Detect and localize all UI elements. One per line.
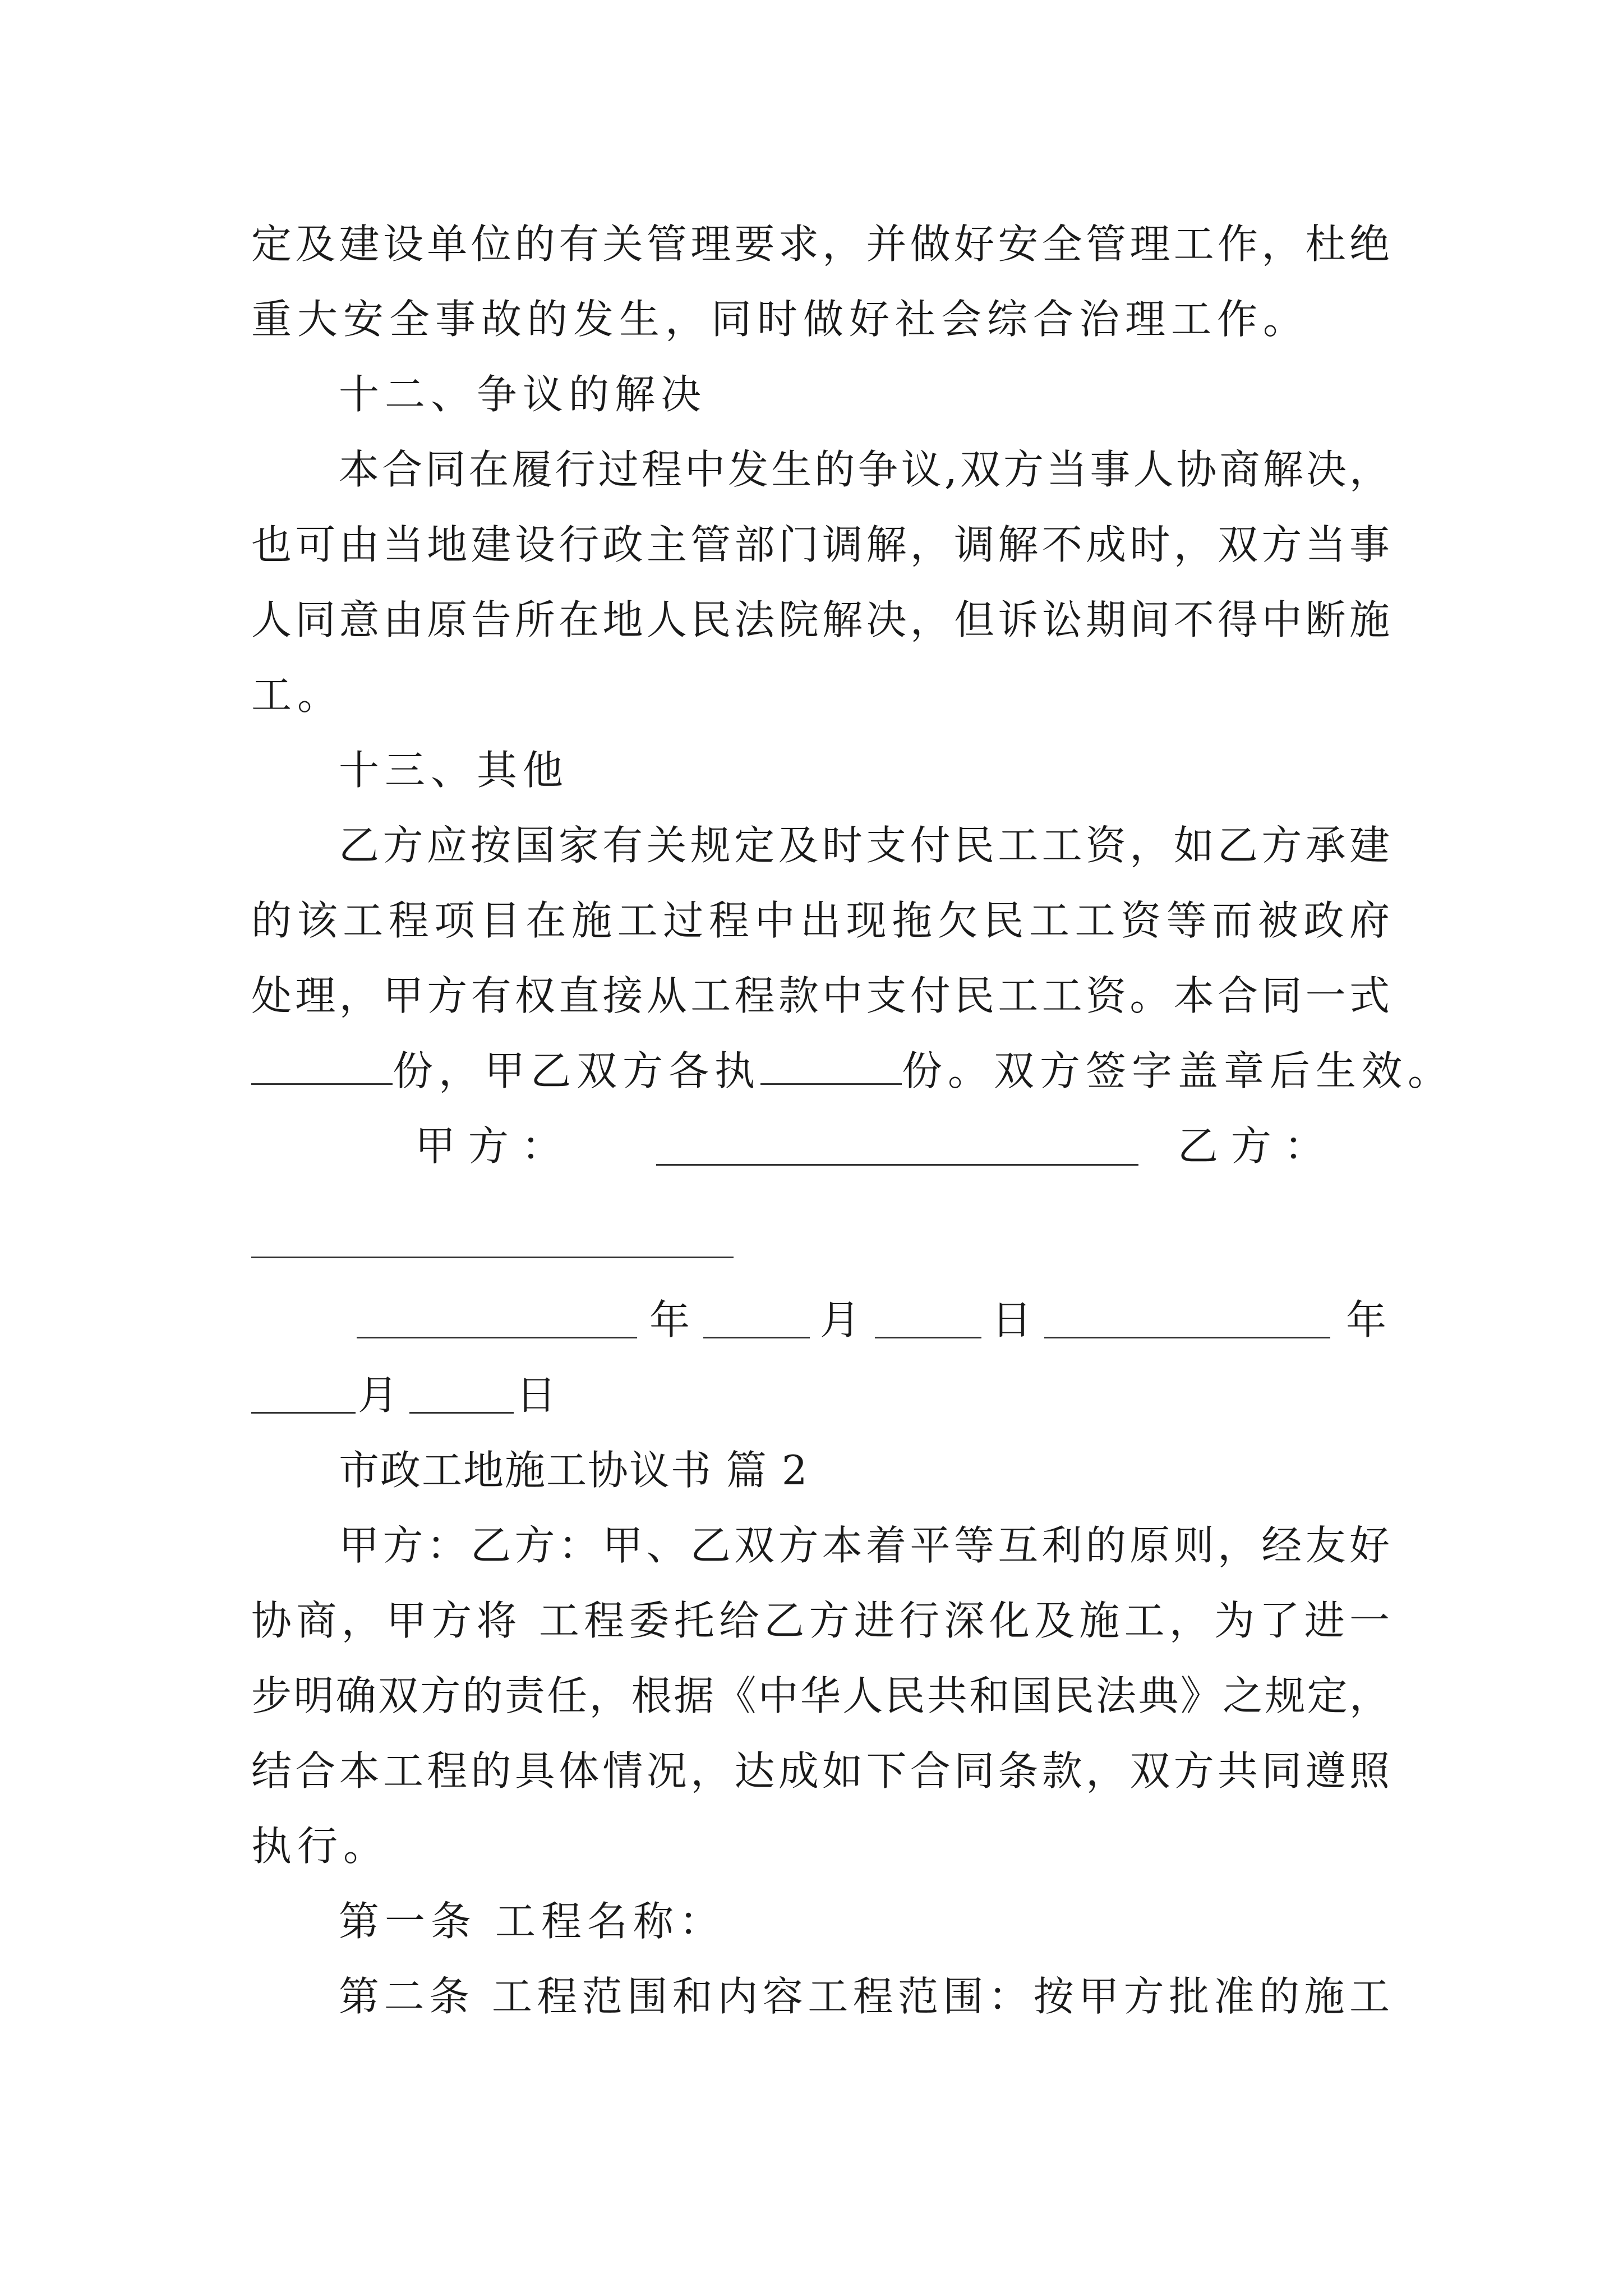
party-b-year-blank [1044,1337,1330,1338]
party-b-month-blank [251,1412,356,1414]
article-2: 第二条 工程范围和内容工程范围：按甲方批准的施工 [339,1973,1390,2020]
body-text-line: 也可由当地建设行政主管部门调解，调解不成时，双方当事 [251,521,1390,568]
party-b-day-label: 日 [516,1372,557,1419]
body-text-line: 本合同在履行过程中发生的争议,双方当事人协商解决， [339,446,1390,493]
body-text-line: 步明确双方的责任，根据《中华人民共和国民法典》之规定， [251,1672,1390,1719]
party-a-month-label: 月 [820,1296,861,1343]
body-text-line: 协商，甲方将 工程委托给乙方进行深化及施工，为了进一 [251,1597,1390,1644]
party-b-month-label: 月 [358,1372,399,1419]
copies-each-blank [760,1047,902,1085]
party-a-day-blank [875,1337,981,1338]
party-b-day-blank [409,1412,514,1414]
body-text-line: 定及建设单位的有关管理要求，并做好安全管理工作，杜绝 [251,220,1390,268]
party-b-label: 乙 方 ： [1178,1122,1325,1170]
party-b-year-label: 年 [1346,1296,1387,1343]
party-a-year-label: 年 [649,1296,690,1343]
copies-text: 份，甲乙双方各执 [393,1047,761,1094]
body-text-line: 的该工程项目在施工过程中出现拖欠民工工资等而被政府 [251,897,1390,944]
party-b-signature-line [251,1257,734,1258]
body-text-line: 重大安全事故的发生，同时做好社会综合治理工作。 [251,296,1310,343]
party-a-label: 甲 方 ： [415,1122,562,1170]
body-text-line: 结合本工程的具体情况，达成如下合同条款，双方共同遵照 [251,1747,1390,1795]
body-text-line: 甲方：乙方：甲、乙双方本着平等互利的原则，经友好 [339,1522,1390,1569]
party-a-year-blank [357,1337,637,1338]
party-a-signature-line [656,1164,1138,1166]
copies-text-end: 份。双方签字盖章后生效。 [902,1047,1454,1094]
copies-line [251,1046,1454,1096]
section-heading-13: 十三、其他 [339,747,569,794]
section-heading-12: 十二、争议的解决 [339,371,707,418]
article-1: 第一条 工程名称： [339,1898,725,1945]
body-text-line: 执行。 [251,1823,390,1870]
party-a-day-label: 日 [992,1296,1032,1343]
body-text-line: 工。 [251,671,344,719]
body-text-line: 处理，甲方有权直接从工程款中支付民工工资。本合同一式 [251,972,1390,1019]
body-text-line: 人同意由原告所在地人民法院解决，但诉讼期间不得中断施 [251,596,1390,643]
party-a-month-blank [703,1337,810,1338]
copies-total-blank [251,1047,393,1085]
body-text-line: 乙方应按国家有关规定及时支付民工工资，如乙方承建 [339,822,1390,869]
section-title-part2: 市政工地施工协议书 篇 2 [339,1447,809,1494]
